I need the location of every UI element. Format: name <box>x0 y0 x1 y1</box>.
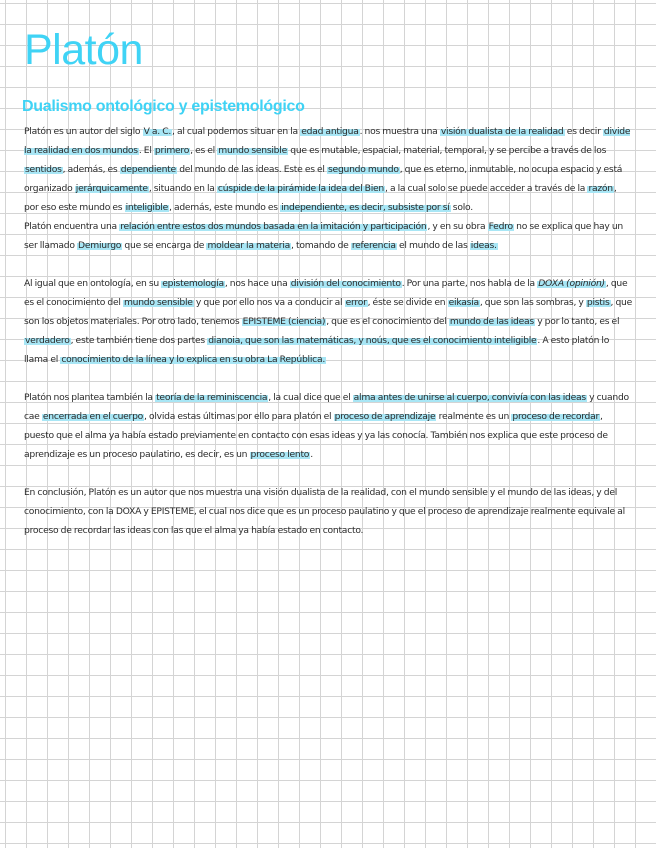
paragraph-demiurge <box>24 217 632 255</box>
text-run: solo. <box>450 202 473 213</box>
paragraph-ontology <box>24 122 632 217</box>
text-run: del mundo de las ideas. Este es el <box>176 164 328 175</box>
highlighted-text: pistis <box>586 297 610 308</box>
highlighted-text: ideas. <box>470 240 497 251</box>
highlighted-text: verdadero <box>25 335 70 346</box>
highlighted-text: mundo sensible <box>218 145 287 156</box>
highlighted-text: mundo de las ideas <box>449 316 534 327</box>
highlighted-text: proceso lento <box>250 449 310 460</box>
highlighted-text: encerrada en el cuerpo <box>42 411 144 422</box>
highlighted-text: razón <box>588 183 613 194</box>
text-run: , tomando de <box>291 240 351 251</box>
text-run: , puesto que el alma ya había estado previamente en contacto con esas ideas y ya las conocía. También nos explica que este proceso de aprendizaje es un proceso paulatino, es decir, es un <box>24 411 608 460</box>
text-run: y cuando cae <box>24 392 629 422</box>
highlighted-text: mundo sensible <box>123 297 193 308</box>
highlighted-text: inteligible <box>125 202 168 213</box>
paragraph-gap <box>24 255 632 274</box>
highlighted-text: sentidos <box>25 164 62 175</box>
text-run: Platón encuentra una <box>24 221 120 232</box>
text-run: , olvida estas últimas por ello para platón el <box>144 411 334 422</box>
section-subtitle: Dualismo ontológico y epistemológico <box>22 98 305 115</box>
text-run: es decir <box>564 126 603 137</box>
text-run: , es el <box>190 145 218 156</box>
text-run: , además, este mundo es <box>169 202 281 213</box>
text-run: , por eso este mundo es <box>24 183 617 213</box>
paragraph-epistemology <box>24 274 632 369</box>
highlighted-text: edad antigua <box>301 126 359 137</box>
highlighted-text: error <box>345 297 367 308</box>
highlighted-text: cúspide de la pirámide la idea del Bien <box>217 183 384 194</box>
highlighted-text: Demiurgo <box>78 240 122 251</box>
text-run: . A esto platón lo llama el <box>24 335 610 365</box>
text-run: , la cual dice que el <box>268 392 353 403</box>
text-run: En conclusión, Platón es un autor que nos muestra una visión dualista de la realidad, con el mundo sensible y el mundo de las ideas, y del conocimiento, con la DOXA y EPISTEME, el cual nos dice que es un proceso paulatino y que el proceso de aprendizaje realmente equivale al proceso de recordar las ideas con las que el alma ya había estado en contacto. <box>24 487 625 536</box>
text-run: , que son las sombras, y <box>479 297 586 308</box>
text-run: no se explica que hay un ser llamado <box>24 221 624 251</box>
text-run: el mundo de las <box>396 240 470 251</box>
highlighted-text: Fedro <box>488 221 513 232</box>
highlighted-text: EPISTEME (ciencia) <box>242 316 326 327</box>
text-run: . <box>310 449 313 460</box>
text-run: Platón es un autor del siglo <box>24 126 143 137</box>
text-run: y por lo tanto, es el <box>534 316 620 327</box>
highlighted-text: referencia <box>351 240 396 251</box>
page-title: Platón <box>24 26 143 74</box>
text-run: . nos muestra una <box>359 126 440 137</box>
text-run: , nos hace una <box>224 278 290 289</box>
highlighted-text: conocimiento de la línea y lo explica en su obra La República. <box>61 354 326 365</box>
highlighted-text: visión dualista de la realidad <box>440 126 564 137</box>
text-run: , que es el conocimiento del <box>24 278 628 308</box>
text-run: realmente es un <box>436 411 512 422</box>
text-run: que se encarga de <box>122 240 207 251</box>
paragraph-gap <box>24 464 632 483</box>
text-run: , que son los objetos materiales. Por otro lado, tenemos <box>24 297 632 327</box>
highlighted-text: división del conocimiento <box>290 278 401 289</box>
highlighted-text: eikasía <box>448 297 479 308</box>
text-run: y que por ello nos va a conducir al <box>193 297 345 308</box>
text-run: , a la cual solo se puede acceder a través de la <box>385 183 588 194</box>
text-run: , este también tiene dos partes <box>70 335 208 346</box>
text-run: Al igual que en ontología, en su <box>24 278 162 289</box>
highlighted-text: divide la realidad en dos mundos <box>24 126 631 156</box>
highlighted-text: alma antes de unirse al cuerpo, convivía con las ideas <box>353 392 586 403</box>
text-run: , además, es <box>62 164 120 175</box>
paragraph-conclusion <box>24 483 632 540</box>
highlighted-text: dianoia, que son las matemáticas, y noús, que es el conocimiento inteligible <box>208 335 537 346</box>
text-run: , que es el conocimiento del <box>326 316 449 327</box>
highlighted-text: proceso de aprendizaje <box>334 411 436 422</box>
highlighted-text: independiente, es decir, subsiste por sí <box>281 202 450 213</box>
highlighted-text: DOXA (opinión) <box>538 278 605 289</box>
text-run: . El <box>138 145 154 156</box>
highlighted-text: teoría de la reminiscencia <box>156 392 268 403</box>
text-run: , y en su obra <box>427 221 488 232</box>
highlighted-text: dependiente <box>120 164 176 175</box>
text-run: . Por una parte, nos habla de la <box>401 278 538 289</box>
text-run: , al cual podemos situar en la <box>172 126 301 137</box>
highlighted-text: primero <box>154 145 190 156</box>
paragraph-gap <box>24 369 632 388</box>
highlighted-text: moldear la materia <box>207 240 291 251</box>
highlighted-text: epistemología <box>162 278 224 289</box>
paragraph-reminiscence <box>24 388 632 464</box>
notes-page <box>24 26 632 540</box>
highlighted-text: segundo mundo <box>328 164 399 175</box>
text-run: , que es eterno, inmutable, no ocupa espacio y está organizado <box>24 164 623 194</box>
highlighted-text: proceso de recordar <box>512 411 600 422</box>
text-run: que es mutable, espacial, material, temporal, y se percibe a través de los <box>287 145 607 156</box>
highlighted-text: V a. C. <box>143 126 172 137</box>
text-run: Platón nos plantea también la <box>24 392 156 403</box>
highlighted-text: relación entre estos dos mundos basada en la imitación y participación <box>120 221 427 232</box>
text-run: , éste se divide en <box>367 297 448 308</box>
highlighted-text: jerárquicamente <box>75 183 148 194</box>
text-run: , situando en la <box>148 183 217 194</box>
